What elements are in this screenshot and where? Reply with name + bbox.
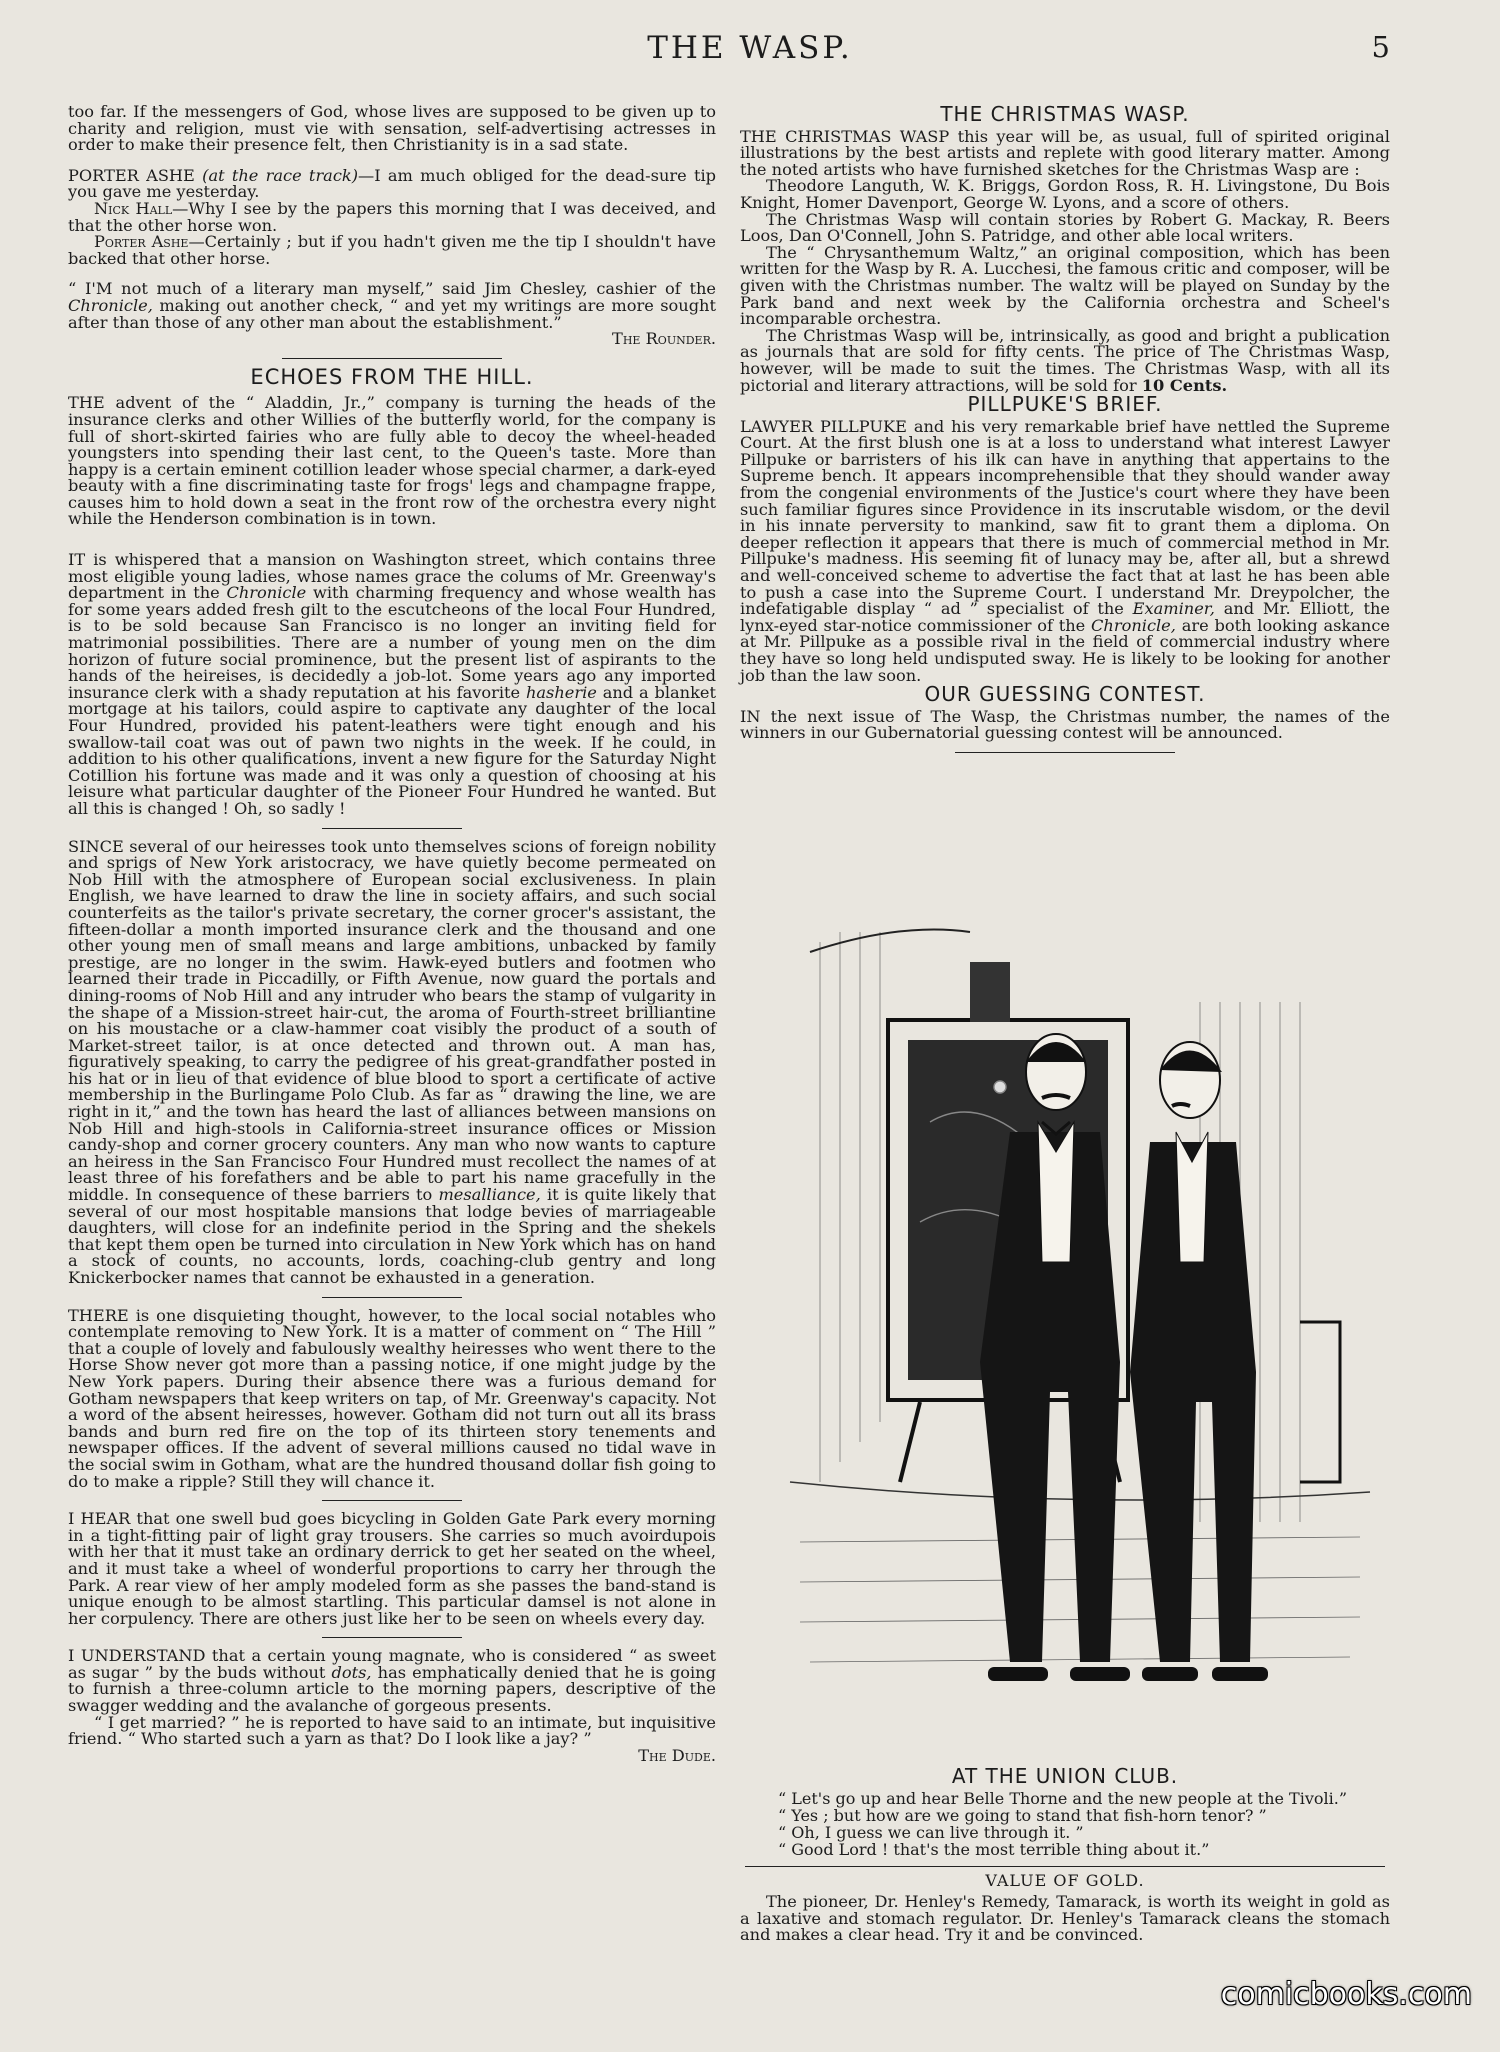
gold-paragraph: The pioneer, Dr. Henley's Remedy, Tamarack, is worth its weight in gold as a laxative and stomach regulator. Dr. Henley's Tamarack cleans the stomach and makes a clear head. Try it and be convinced.: [740, 1891, 1390, 1945]
chesley-text-a: “ I'M not much of a literary man myself,” said Jim Chesley, cashier of the: [68, 279, 716, 299]
union-club-illustration: [780, 922, 1380, 1752]
divider: [322, 828, 462, 829]
christmas-writers: The Christmas Wasp will contain stories by Robert G. Mackay, R. Beers Loos, Dan O'Connell, John S. Patridge, and other able local writers.: [740, 209, 1390, 246]
dialogue-line: “ Yes ; but how are we going to stand that fish-horn tenor? ”: [778, 1806, 1267, 1825]
dialogue-block: [778, 1790, 1378, 1858]
porter-ashe-reply-paragraph: [68, 234, 716, 267]
signature-dude: The Dude.: [638, 1745, 716, 1765]
christmas-price: 10 Cents.: [1141, 375, 1228, 395]
understand-italic: dots,: [331, 1662, 372, 1682]
right-column: [740, 104, 1390, 763]
pillpuke-text-b: and Mr. Elliott, the lynx-eyed star-notice commissioner of the: [740, 599, 1390, 635]
there-paragraph: THERE is one disquieting thought, however, to the local social notables who contemplate removing to New York. It is a matter of comment on “ The Hill ” that a couple of lovely and fabulously wealthy heiresses who went there to the Horse Show never got more than a passing notice, if one might judge by the New York papers. During their absence there was a furious demand for Gotham newspapers that keep writers on tap, of Mr. Greenway's capacity. Not a word of the absent heiresses, however. Gotham did not turn out all its brass bands and burn red fire on the top of its thirteen story tenements and newspaper offices. If the advent of several millions caused no tidal wave in the social swim in Gotham, what are the hundred thousand dollar fish going to do to make a ripple? Still they will chance it.: [68, 1305, 716, 1491]
nick-hall-paragraph: [68, 198, 716, 235]
gold-heading: VALUE OF GOLD.: [985, 1871, 1145, 1890]
hear-paragraph: I HEAR that one swell bud goes bicycling in Golden Gate Park every morning in a tight-fitting pair of light gray trousers. She carries so much avoirdupois with her that it must take an ordinary derrick to get her seated on the wheel, and it must take a wheel of wonderful proportions to carry her through the Park. A rear view of her amply modeled form as she passes the band-stand is unique enough to be almost startling. This particular damsel is not alone in her corpulency. There are others just like her to be seen on wheels every day.: [68, 1509, 716, 1628]
value-of-gold-block: [740, 1866, 1390, 1944]
union-club-heading: AT THE UNION CLUB.: [951, 1764, 1179, 1788]
mansion-paragraph: [68, 552, 716, 818]
intro-paragraph: too far. If the messengers of God, whose lives are supposed to be given up to charity and religion, must vie with sensation, self-advertising actresses in order to make their presence felt, then Christianity is in a sad state.: [68, 102, 716, 155]
divider: [745, 1866, 1385, 1867]
since-paragraph: [68, 836, 717, 1287]
nick-hall-line: —Why I see by the papers this morning that I was deceived, and that the other horse won.: [68, 198, 716, 235]
christmas-price-paragraph: [740, 325, 1390, 395]
divider: [282, 358, 502, 359]
christmas-waltz: The “ Chrysanthemum Waltz,” an original composition, which has been written for the Wasp by R. A. Lucchesi, the famous critic and composer, will be given with the Christmas number. The waltz will be played on Sunday by the Park band and next week by the California orchestra and Scheel's incomparable orchestra.: [740, 242, 1390, 329]
echoes-heading: ECHOES FROM THE HILL.: [250, 364, 534, 389]
mansion-italic-1: Chronicle: [226, 583, 307, 603]
chesley-italic: Chronicle,: [68, 295, 153, 315]
page-header: [0, 30, 1500, 70]
pillpuke-text-c: are both looking askance at Mr. Pillpuke as a possible rival in the field of commercial industry where they have so long held undisputed sway. He is likely to be looking for another job than the law soon.: [740, 615, 1391, 685]
guessing-paragraph: IN the next issue of The Wasp, the Christmas number, the names of the winners in our Gubernatorial guessing contest will be announced.: [740, 706, 1390, 743]
signature-rounder: The Rounder.: [612, 329, 716, 349]
since-text-a: SINCE several of our heiresses took unto themselves scions of foreign nobility and sprigs of New York aristocracy, we have quietly become permeated on Nob Hill with the atmosphere of European social exclusiveness. In plain English, we have learned to draw the line in society affairs, and such social counterfeits as the tailor's private secretary, the corner grocer's assistant, the fifteen-dollar a month imported insurance clerk and the thousand and one other young men of small means and large ambitions, unbacked by family prestige, are no longer in the swim. Hawk-eyed butlers and footmen who learned their trade in Piccadilly, or Fifth Avenue, now guard the portals and dining-rooms of Nob Hill and any intruder who bears the stamp of vulgarity in the shape of a Mission-street hair-cut, the aroma of Fourth-street brilliantine on his moustache or a claw-hammer coat visibly the product of a south of Market-street tailor, is at once detected and thrown out. A man has, figuratively speaking, to carry the pedigree of his great-grandfather posted in his hat or in lieu of that evidence of blue blood to sport a certificate of active membership in the Burlingame Polo Club. As far as “ drawing the line, we are right in it,” and the town has heard the last of alliances between mansions on Nob Hill and high-stools in California-street insurance offices or Mission candy-shop and corner grocery counters. Any man who now wants to capture an heiress in the San Francisco Four Hundred must recollect the names of at least three of his forefathers and be able to part his name gracefully in the middle. In consequence of these barriers to: [68, 836, 716, 1205]
aladdin-paragraph: THE advent of the “ Aladdin, Jr.,” company is turning the heads of the insurance clerks and other Willies of the butterfly world, for the company is full of short-skirted fairies who are fully able to decoy the wheel-headed youngsters into spending their last cent, to the Queen's taste. More than happy is a certain eminent cotillion leader whose special charmer, a dark-eyed beauty with a fine discriminating taste for frogs' legs and champagne frappe, causes him to hold down a seat in the front row of the orchestra every night while the Henderson combination is in town.: [68, 393, 716, 529]
pillpuke-italic-1: Examiner,: [1132, 599, 1215, 619]
page-number: 5: [1371, 30, 1390, 64]
mansion-text-a: IT is whispered that a mansion on Washington street, which contains three most eligible young ladies, whose names grace the colums of Mr. Greenway's department in the: [68, 550, 716, 603]
speaker-porter-ashe: PORTER ASHE: [68, 165, 195, 185]
chesley-text-b: making out another check, “ and yet my writings are more sought after than those of any other man about the establishment.”: [68, 295, 716, 332]
speaker-nick-hall: Nick Hall: [94, 198, 173, 218]
mansion-text-c: and a blanket mortgage at his tailors, could aspire to captivate any daughter of the local Four Hundred, provided his patent-leathers were tight enough and his swallow-tail coat was out of pawn two nights in the week. If he could, in addition to his other qualifications, invent a new figure for the Saturday Night Cotillion his fortune was made and it was only a question of choosing at his leisure what particular daughter of the Pioneer Four Hundred he wanted. But all this is changed ! Oh, so sadly !: [68, 682, 716, 818]
pillpuke-text-a: LAWYER PILLPUKE and his very remarkable brief have nettled the Supreme Court. At the first blush one is at a loss to understand what interest Lawyer Pillpuke or barristers of his ilk can have in anything that appertains to the Supreme bench. It appears incomprehensible that they should wander away from the congenial environments of the Justice's court where they have been such familiar figures since Providence in its inscrutable wisdom, or the devil in his innate perversity to mankind, saw fit to grant them a diploma. On deeper reflection it appears that there is much of commercial method in Mr. Pillpuke's madness. His seeming fit of lunacy may be, after all, but a shrewd and well-conceived scheme to advertise the fact that at last he has been able to push a case into the Supreme Court. I understand Mr. Dreypolcher, the indefatigable display “ ad ” specialist of the: [740, 416, 1390, 619]
christmas-paragraph-1: THE CHRISTMAS WASP this year will be, as usual, full of spirited original illustrations by the best artists and replete with good literary matter. Among the noted artists who have furnished sketches for the Christmas Wasp are :: [740, 126, 1390, 179]
understand-paragraph: [68, 1648, 716, 1714]
pillpuke-italic-2: Chronicle,: [1091, 615, 1176, 635]
since-text-b: it is quite likely that several of our most hospitable mansions that lodge bevies of marriageable daughters, will close for an indefinite period in the Spring and the shekels that kept them open be turned into circulation in New York which has on hand a stock of counts, no accounts, lords, coaching-club gentry and long Knickerbocker names that cannot be exhausted in a generation.: [68, 1185, 717, 1287]
dialogue-line: “ Let's go up and hear Belle Thorne and the new people at the Tivoli.”: [778, 1789, 1348, 1808]
pillpuke-heading: PILLPUKE'S BRIEF.: [967, 392, 1163, 417]
race-track-note: (at the race track): [202, 165, 359, 185]
masthead: THE WASP.: [647, 30, 853, 66]
divider: [322, 1297, 462, 1298]
two-gentlemen-drawing: [780, 922, 1380, 1752]
guessing-heading: OUR GUESSING CONTEST.: [924, 682, 1206, 707]
christmas-artists: Theodore Languth, W. K. Briggs, Gordon Ross, R. H. Livingstone, Du Bois Knight, Homer Davenport, George W. Lyons, and a score of others.: [740, 176, 1390, 212]
watermark: comicbooks.com: [1220, 1977, 1472, 2012]
christmas-heading: THE CHRISTMAS WASP.: [940, 102, 1190, 126]
mansion-text-b: with charming frequency and whose wealth has for some years added fresh gilt to the escutcheons of the local Four Hundred, is to be sold because San Francisco is no longer an inviting field for matrimonial possibilities. There are a number of young men on the dim horizon of future social prominence, but the present list of aspirants to the hands of the heireises, is decidedly a job-lot. Some years ago any imported insurance clerk with a shady reputation at his favorite: [68, 583, 716, 702]
speaker-porter-ashe-2: Porter Ashe: [94, 232, 189, 252]
christmas-price-text: The Christmas Wasp will be, intrinsically, as good and bright a publication as journals that are sold for fifty cents. The price of The Christmas Wasp, however, will be made to suit the times. The Christmas Wasp, with all its pictorial and literary attractions, will be sold for: [740, 325, 1390, 395]
mansion-italic-2: hasherie: [525, 682, 597, 702]
porter-ashe-paragraph: [68, 165, 716, 202]
porter-ashe-line: —I am much obliged for the dead-sure tip you gave me yesterday.: [68, 165, 716, 202]
pillpuke-paragraph: [740, 416, 1391, 685]
chesley-paragraph: [68, 281, 716, 331]
porter-ashe-reply: —Certainly ; but if you hadn't given me the tip I shouldn't have backed that other horse.: [68, 232, 716, 268]
since-italic: mesalliance,: [438, 1185, 541, 1205]
understand-text-b: has emphatically denied that he is going to furnish a three-column article to the morning papers, descriptive of the swagger wedding and the avalanche of gorgeous presents.: [68, 1662, 716, 1716]
dialogue-line: “ Oh, I guess we can live through it. ”: [778, 1823, 1084, 1842]
married-paragraph: “ I get married? ” he is reported to have said to an intimate, but inquisitive friend. “ Who started such a yarn as that? Do I look like a jay? ”: [68, 1712, 716, 1749]
divider: [322, 1500, 462, 1501]
left-column: [68, 104, 716, 1764]
divider: [955, 752, 1175, 753]
divider: [322, 1637, 462, 1638]
dialogue-line: “ Good Lord ! that's the most terrible thing about it.”: [778, 1840, 1210, 1859]
understand-text-a: I UNDERSTAND that a certain young magnate, who is considered “ as sweet as sugar ” by the buds without: [68, 1646, 716, 1682]
